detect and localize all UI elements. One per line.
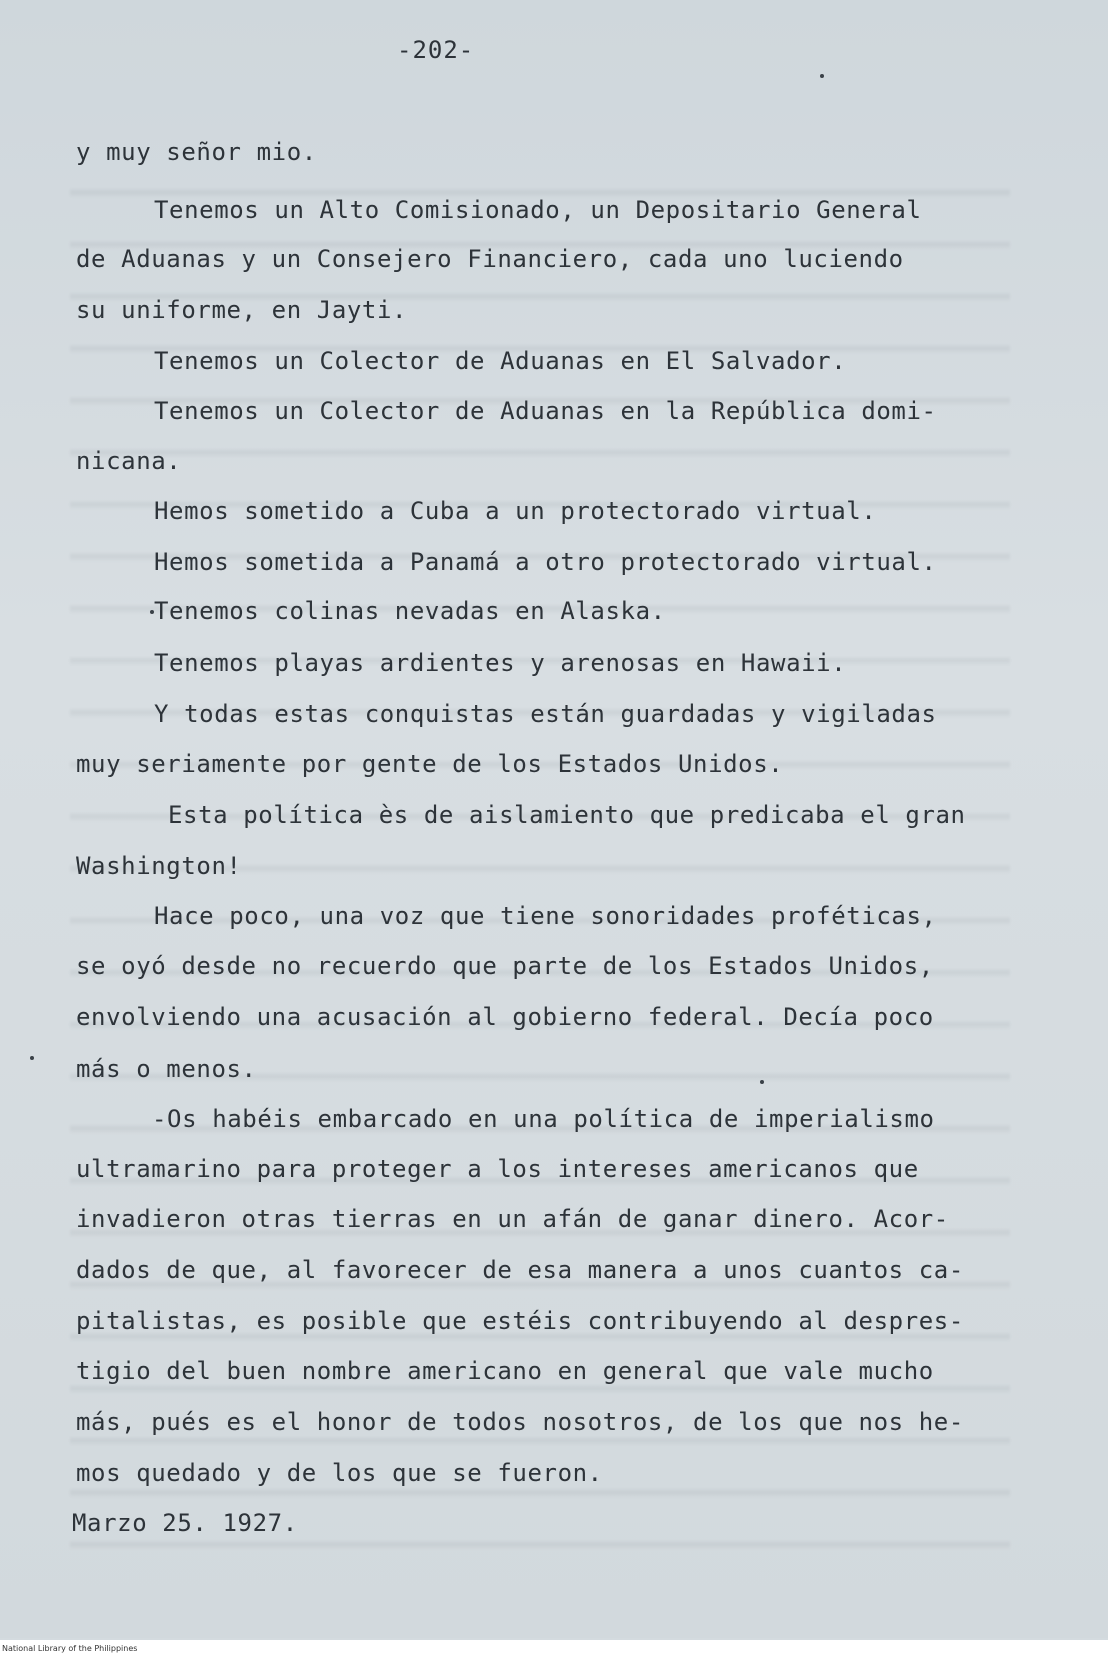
text-line: Tenemos colinas nevadas en Alaska. bbox=[154, 597, 666, 625]
ink-speck bbox=[760, 1080, 764, 1084]
text-line: Hemos sometido a Cuba a un protectorado virtual. bbox=[154, 497, 877, 525]
page-number: -202- bbox=[397, 36, 475, 64]
text-line: Tenemos un Alto Comisionado, un Depositario General bbox=[154, 196, 922, 224]
ink-speck bbox=[30, 1056, 34, 1060]
date-line: Marzo 25. 1927. bbox=[72, 1509, 298, 1537]
ink-speck bbox=[150, 610, 154, 614]
text-line: Y todas estas conquistas están guardadas y vigiladas bbox=[154, 700, 937, 728]
text-line: Esta política ès de aislamiento que predicaba el gran bbox=[168, 801, 966, 829]
text-line: Washington! bbox=[76, 852, 242, 880]
text-line: su uniforme, en Jayti. bbox=[76, 296, 408, 324]
text-line: envolviendo una acusación al gobierno federal. Decía poco bbox=[76, 1003, 934, 1031]
text-line: Tenemos un Colector de Aduanas en la República domi- bbox=[154, 397, 937, 425]
text-line: ultramarino para proteger a los intereses americanos que bbox=[76, 1155, 919, 1183]
text-line: Tenemos playas ardientes y arenosas en Hawaii. bbox=[154, 649, 847, 677]
text-line: tigio del buen nombre americano en general que vale mucho bbox=[76, 1357, 934, 1385]
text-line: de Aduanas y un Consejero Financiero, cada uno luciendo bbox=[76, 245, 904, 273]
text-line: Hace poco, una voz que tiene sonoridades proféticas, bbox=[154, 902, 937, 930]
text-line: Tenemos un Colector de Aduanas en El Salvador. bbox=[154, 347, 847, 375]
text-line: más, pués es el honor de todos nosotros, de los que nos he- bbox=[76, 1408, 964, 1436]
footer-credit: National Library of the Philippines bbox=[2, 1644, 138, 1653]
text-line: se oyó desde no recuerdo que parte de los Estados Unidos, bbox=[76, 952, 934, 980]
text-line: Hemos sometida a Panamá a otro protectorado virtual. bbox=[154, 548, 937, 576]
text-line: y muy señor mio. bbox=[76, 138, 317, 166]
text-line: -Os habéis embarcado en una política de imperialismo bbox=[152, 1105, 935, 1133]
footer-bar bbox=[0, 1640, 1108, 1658]
ink-speck bbox=[820, 74, 824, 78]
text-line: muy seriamente por gente de los Estados Unidos. bbox=[76, 750, 784, 778]
text-line: invadieron otras tierras en un afán de ganar dinero. Acor- bbox=[76, 1205, 949, 1233]
text-line: mos quedado y de los que se fueron. bbox=[76, 1459, 603, 1487]
text-line: más o menos. bbox=[76, 1055, 257, 1083]
text-line: dados de que, al favorecer de esa manera a unos cuantos ca- bbox=[76, 1256, 964, 1284]
text-line: pitalistas, es posible que estéis contribuyendo al despres- bbox=[76, 1307, 964, 1335]
text-line: nicana. bbox=[76, 447, 182, 475]
